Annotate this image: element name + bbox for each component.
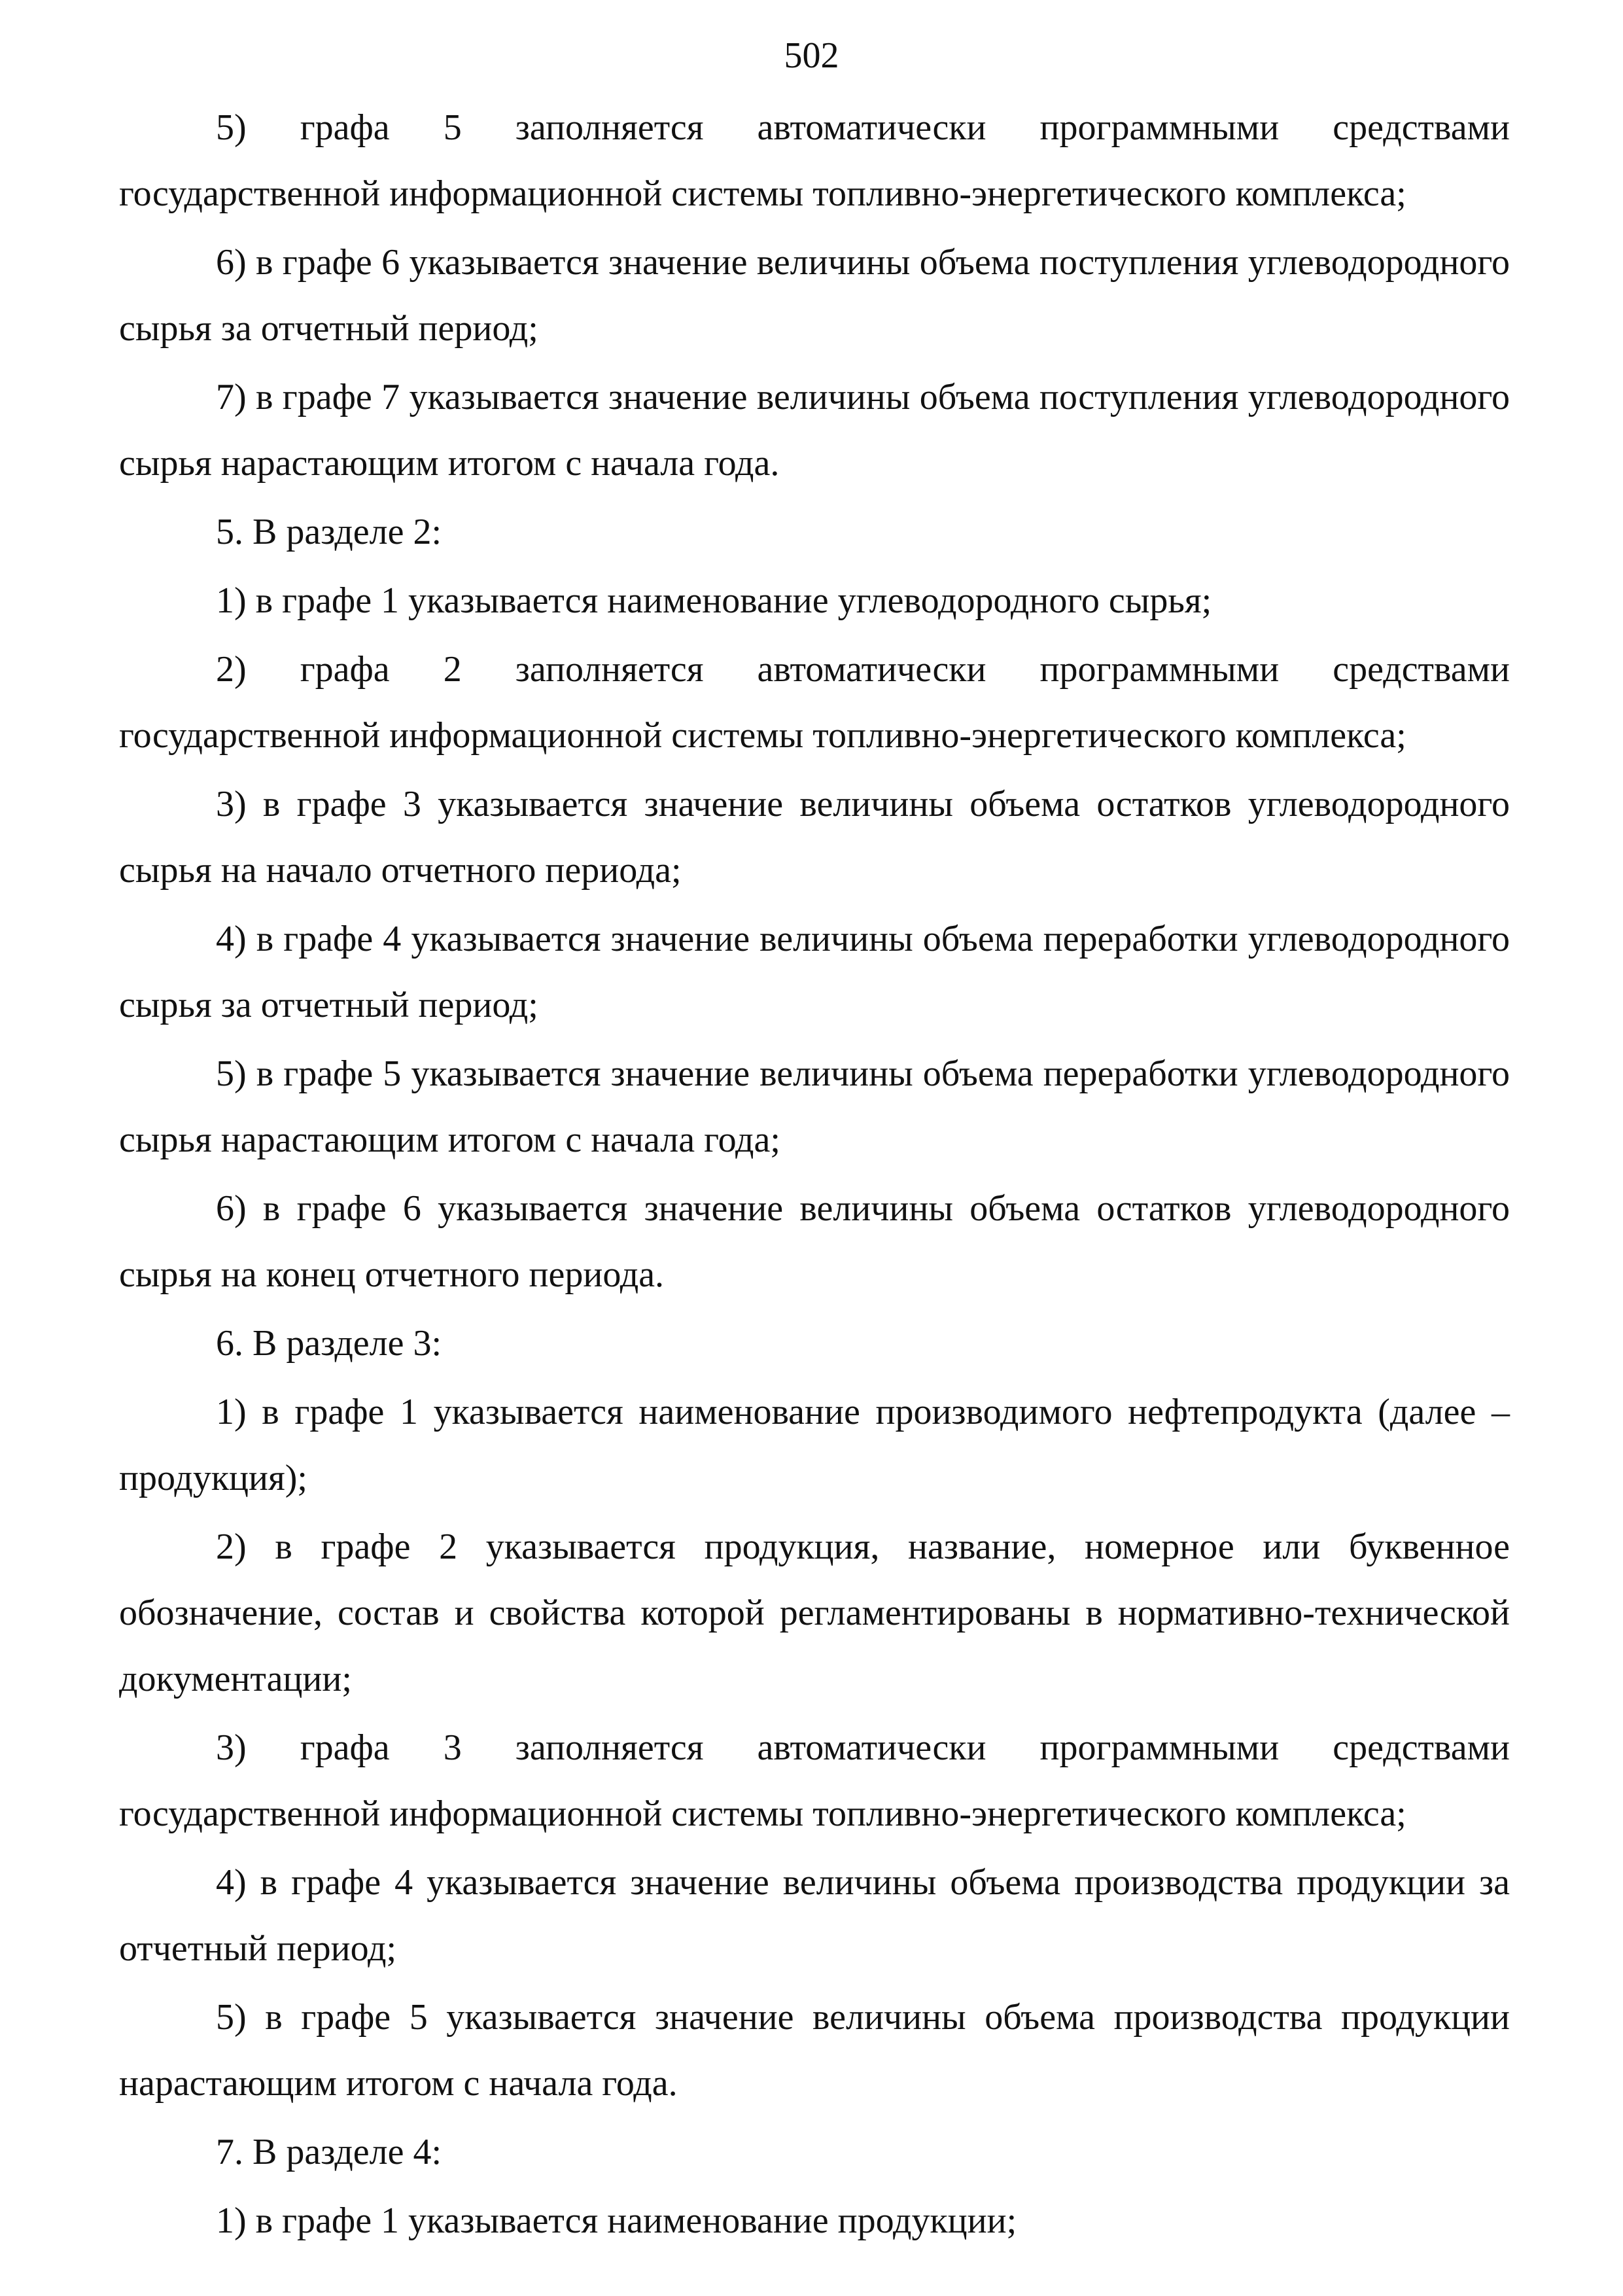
page-number: 502	[784, 35, 839, 76]
paragraph: 5) в графе 5 указывается значение величины объема переработки углеводородного сырья нарастающим итогом с начала года;	[119, 1053, 1510, 1160]
paragraph: 4) в графе 4 указывается значение величины объема переработки углеводородного сырья за отчетный период;	[119, 919, 1510, 1025]
paragraph: 1) в графе 1 указывается наименование углеводородного сырья;	[216, 580, 1212, 621]
paragraph: 5) в графе 5 указывается значение величины объема производства продукции нарастающим итогом с начала года.	[119, 1997, 1510, 2104]
paragraph: 6) в графе 6 указывается значение величины объема остатков углеводородного сырья на конец отчетного периода.	[119, 1188, 1510, 1295]
paragraph: 6) в графе 6 указывается значение величины объема поступления углеводородного сырья за отчетный период;	[119, 242, 1510, 349]
paragraph: 5) графа 5 заполняется автоматически программными средствами государственной информационной системы топливно-энергетического комплекса;	[119, 107, 1510, 214]
paragraph: 3) графа 3 заполняется автоматически программными средствами государственной информационной системы топливно-энергетического комплекса;	[119, 1727, 1510, 1834]
paragraph: 7) в графе 7 указывается значение величины объема поступления углеводородного сырья нарастающим итогом с начала года.	[119, 377, 1510, 484]
paragraph: 1) в графе 1 указывается наименование производимого нефтепродукта (далее – продукция);	[119, 1392, 1510, 1498]
document-body	[119, 95, 1510, 2257]
paragraph: 2) в графе 2 указывается продукция, название, номерное или буквенное обозначение, состав и свойства которой регламентированы в нормативно-технической документации;	[119, 1527, 1510, 1699]
section-heading: 7. В разделе 4:	[216, 2132, 442, 2172]
paragraph: 4) в графе 4 указывается значение величины объема производства продукции за отчетный период;	[119, 1862, 1510, 1969]
section-heading: 5. В разделе 2:	[216, 512, 442, 552]
paragraph: 2) графа 2 заполняется автоматически программными средствами государственной информационной системы топливно-энергетического комплекса;	[119, 649, 1510, 756]
paragraph: 1) в графе 1 указывается наименование продукции;	[216, 2200, 1017, 2241]
section-heading: 6. В разделе 3:	[216, 1323, 442, 1364]
paragraph: 3) в графе 3 указывается значение величины объема остатков углеводородного сырья на начало отчетного периода;	[119, 784, 1510, 891]
